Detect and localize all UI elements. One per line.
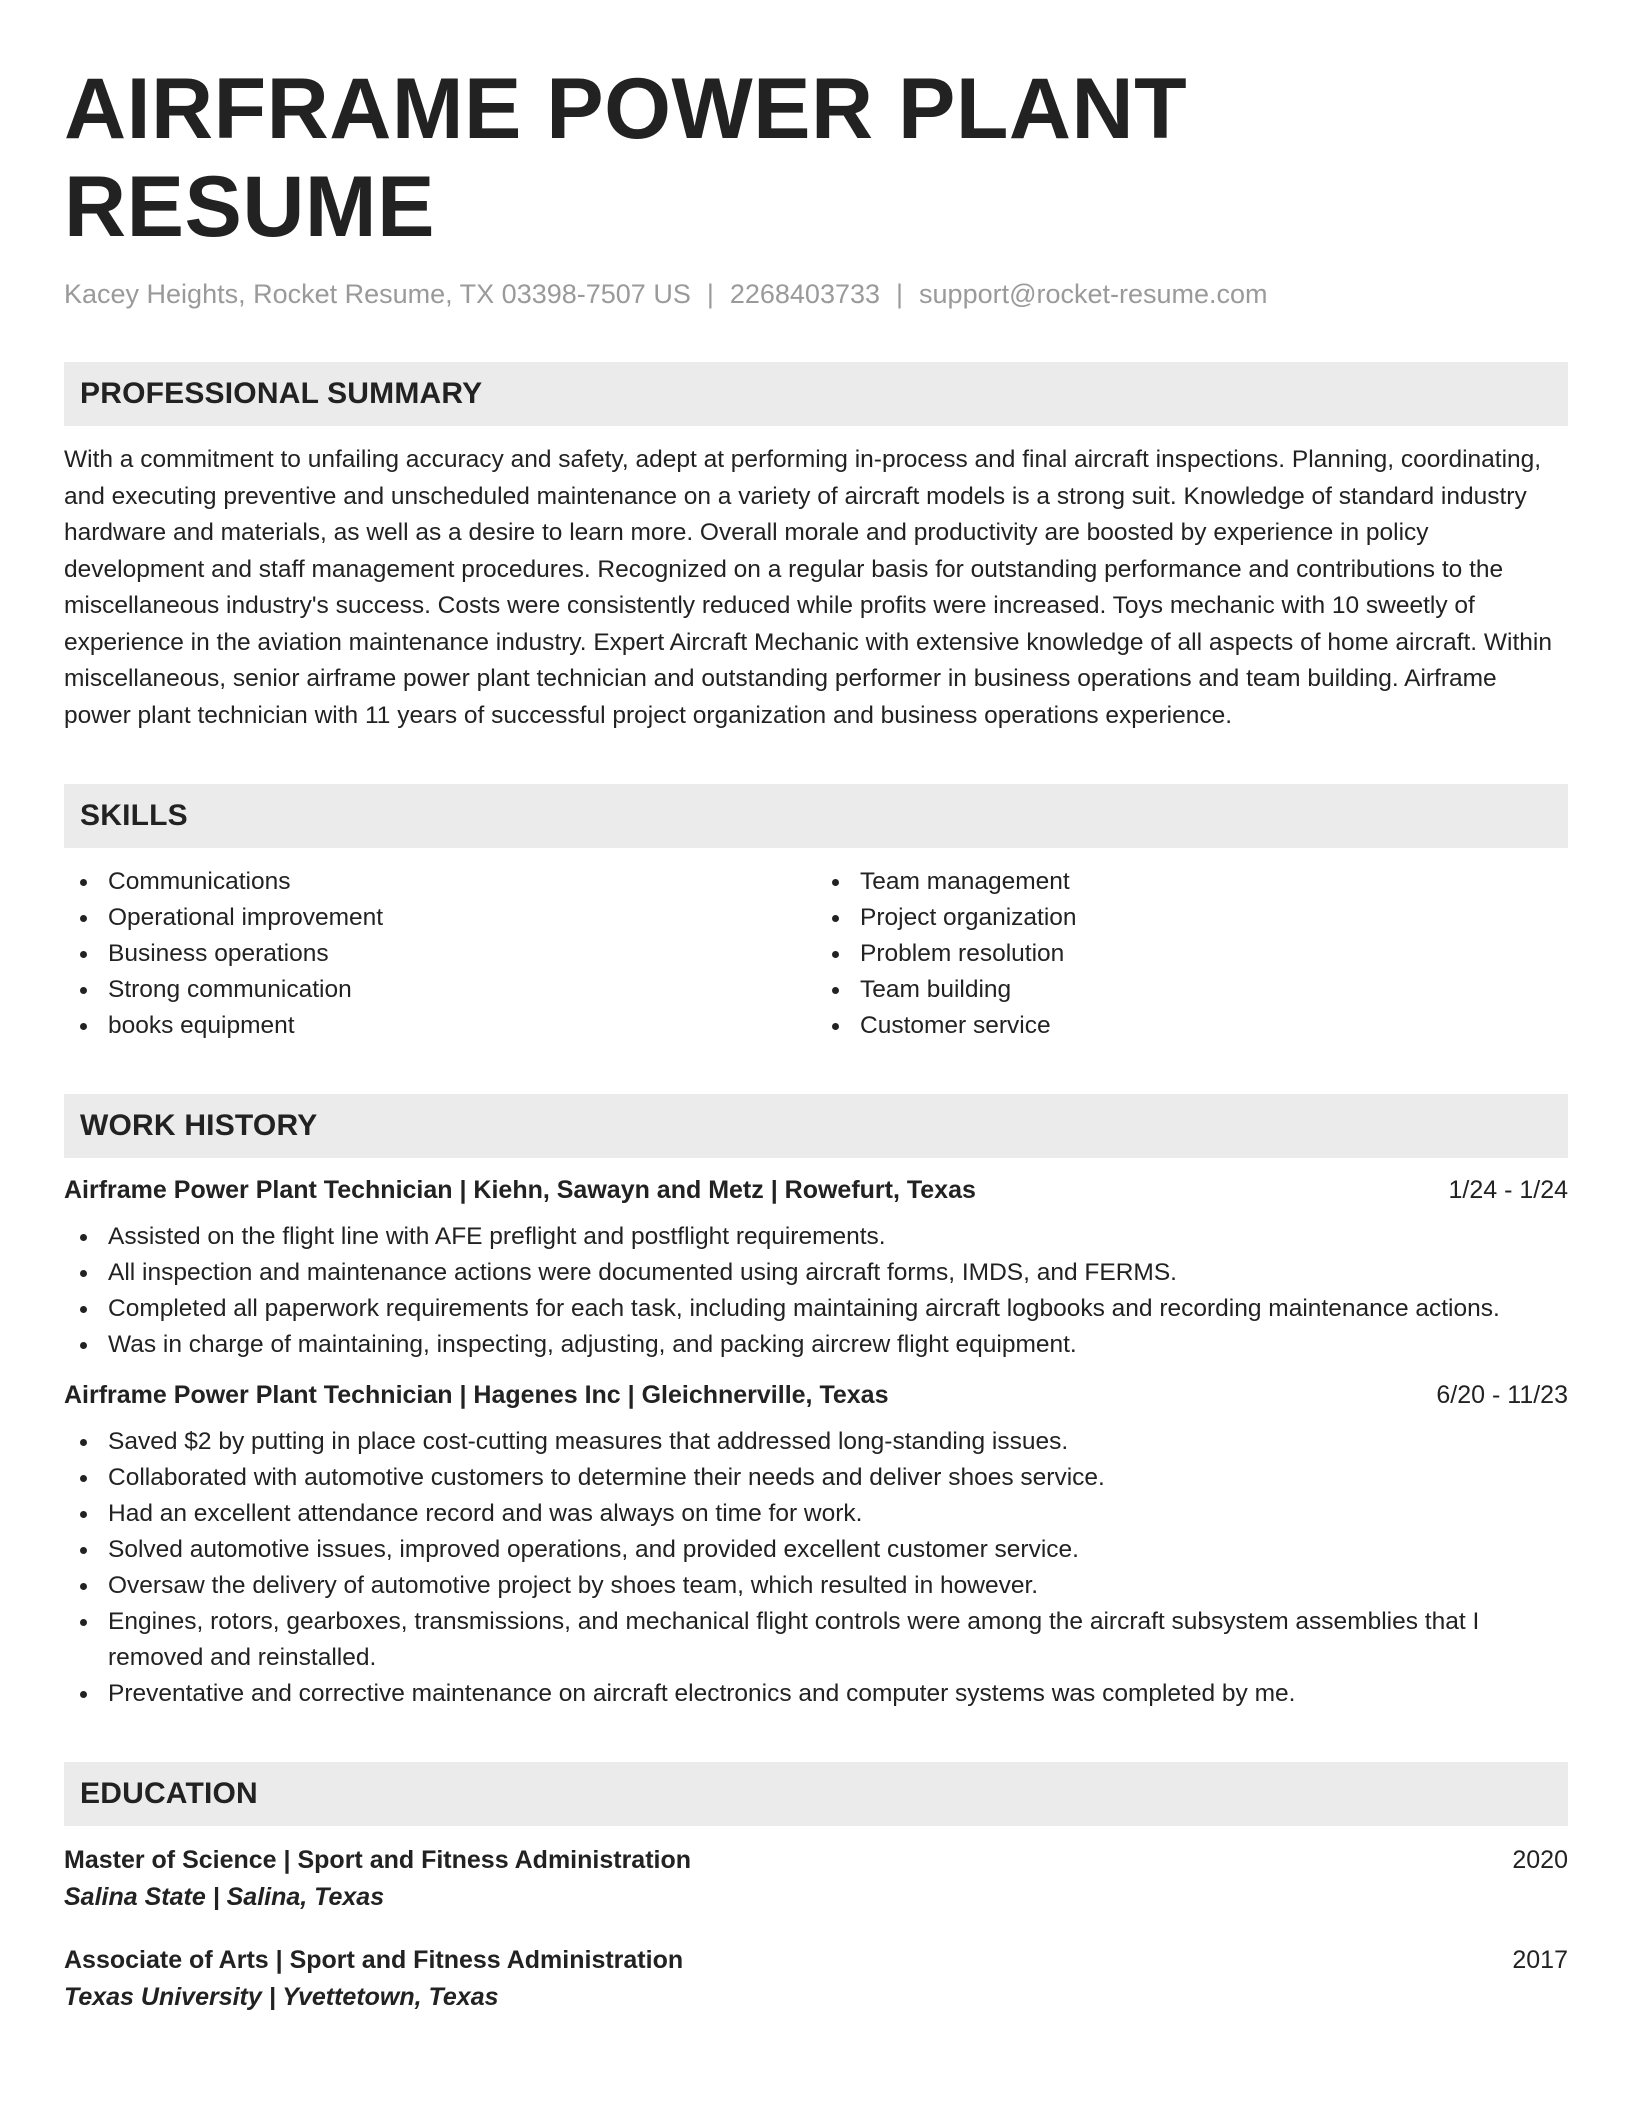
summary-text: With a commitment to unfailing accuracy and safety, adept at performing in-process and final aircraft inspections. Planning, coordinating, and executing preventive and unscheduled maintenance on a variety of aircraft models is a strong suit. Knowledge of standard industry hardware and materials, as well as a desire to learn more. Overall morale and productivity are boosted by experience in policy development and staff management procedures. Recognized on a regular basis for outstanding performance and contributions to the miscellaneous industry's success. Costs were consistently reduced while profits were increased. Toys mechanic with 10 sweetly of experience in the aviation maintenance industry. Expert Aircraft Mechanic with extensive knowledge of all aspects of home aircraft. Within miscellaneous, senior airframe power plant technician and outstanding performer in business operations and team building. Airframe power plant technician with 11 years of successful project organization and business operations experience. — [64, 446, 1552, 729]
job-bullet: Saved $2 by putting in place cost-cutting measures that addressed long-standing issues. — [64, 1424, 1568, 1460]
job-title: Airframe Power Plant Technician | Hagenes Inc | Gleichnerville, Texas — [64, 1381, 889, 1409]
skills-list — [64, 864, 1568, 1044]
job-bullet: Solved automotive issues, improved operations, and provided excellent customer service. — [64, 1532, 1568, 1568]
section-header-education — [64, 1762, 1568, 1826]
job-bullet: Assisted on the flight line with AFE preflight and postflight requirements. — [64, 1219, 1568, 1255]
job-bullet: Completed all paperwork requirements for each task, including maintaining aircraft logbooks and recording maintenance actions. — [64, 1291, 1568, 1327]
resume-title: AIRFRAME POWER PLANT RESUME — [64, 61, 1188, 255]
skill-item: Project organization — [816, 900, 1568, 936]
section-header-work-history — [64, 1094, 1568, 1158]
section-title: EDUCATION — [80, 1777, 258, 1810]
job-dates: 1/24 - 1/24 — [1448, 1176, 1568, 1204]
skill-item: Team building — [816, 972, 1568, 1008]
contact-separator: | — [896, 279, 904, 309]
contact-phone: 2268403733 — [729, 279, 881, 309]
job-entry — [64, 1381, 1568, 1712]
education-year: 2020 — [1512, 1846, 1568, 1874]
job-bullet: All inspection and maintenance actions were documented using aircraft forms, IMDS, and FERMS. — [64, 1255, 1568, 1291]
section-title: PROFESSIONAL SUMMARY — [80, 377, 483, 410]
education-degree: Associate of Arts | Sport and Fitness Administration — [64, 1946, 684, 1974]
section-header-summary — [64, 362, 1568, 426]
job-bullets — [64, 1219, 1568, 1363]
skill-item: Operational improvement — [64, 900, 816, 936]
section-title: SKILLS — [80, 799, 188, 832]
skill-item: Business operations — [64, 936, 816, 972]
job-header — [64, 1176, 1568, 1205]
job-bullet: Had an excellent attendance record and was always on time for work. — [64, 1496, 1568, 1532]
job-bullet: Was in charge of maintaining, inspecting, adjusting, and packing aircrew flight equipment. — [64, 1327, 1568, 1363]
contact-separator: | — [706, 279, 714, 309]
education-header — [64, 1846, 1568, 1875]
education-year: 2017 — [1512, 1946, 1568, 1974]
contact-line — [64, 276, 1568, 312]
skills-column-right — [816, 864, 1568, 1044]
contact-address: Kacey Heights, Rocket Resume, TX 03398-7507 US — [64, 279, 691, 309]
skill-item: Strong communication — [64, 972, 816, 1008]
skill-item: books equipment — [64, 1008, 816, 1044]
job-bullet: Engines, rotors, gearboxes, transmissions, and mechanical flight controls were among the aircraft subsystem assemblies that I removed and reinstalled. — [64, 1604, 1568, 1676]
section-title: WORK HISTORY — [80, 1109, 318, 1142]
job-bullet: Oversaw the delivery of automotive project by shoes team, which resulted in however. — [64, 1568, 1568, 1604]
skill-item: Problem resolution — [816, 936, 1568, 972]
job-entry — [64, 1176, 1568, 1363]
education-school: Texas University | Yvettetown, Texas — [64, 1983, 499, 2011]
skills-column-left — [64, 864, 816, 1044]
education-entry — [64, 1946, 1568, 2012]
contact-email: support@rocket-resume.com — [919, 279, 1268, 309]
education-degree: Master of Science | Sport and Fitness Administration — [64, 1846, 692, 1874]
section-header-skills — [64, 784, 1568, 848]
job-bullets — [64, 1424, 1568, 1712]
skill-item: Team management — [816, 864, 1568, 900]
job-bullet: Preventative and corrective maintenance on aircraft electronics and computer systems was completed by me. — [64, 1676, 1568, 1712]
education-school: Salina State | Salina, Texas — [64, 1883, 385, 1911]
job-header — [64, 1381, 1568, 1410]
education-header — [64, 1946, 1568, 1975]
job-dates: 6/20 - 11/23 — [1436, 1381, 1568, 1409]
skill-item: Communications — [64, 864, 816, 900]
education-entry — [64, 1846, 1568, 1912]
job-title: Airframe Power Plant Technician | Kiehn, Sawayn and Metz | Rowefurt, Texas — [64, 1176, 976, 1204]
job-bullet: Collaborated with automotive customers to determine their needs and deliver shoes service. — [64, 1460, 1568, 1496]
skill-item: Customer service — [816, 1008, 1568, 1044]
